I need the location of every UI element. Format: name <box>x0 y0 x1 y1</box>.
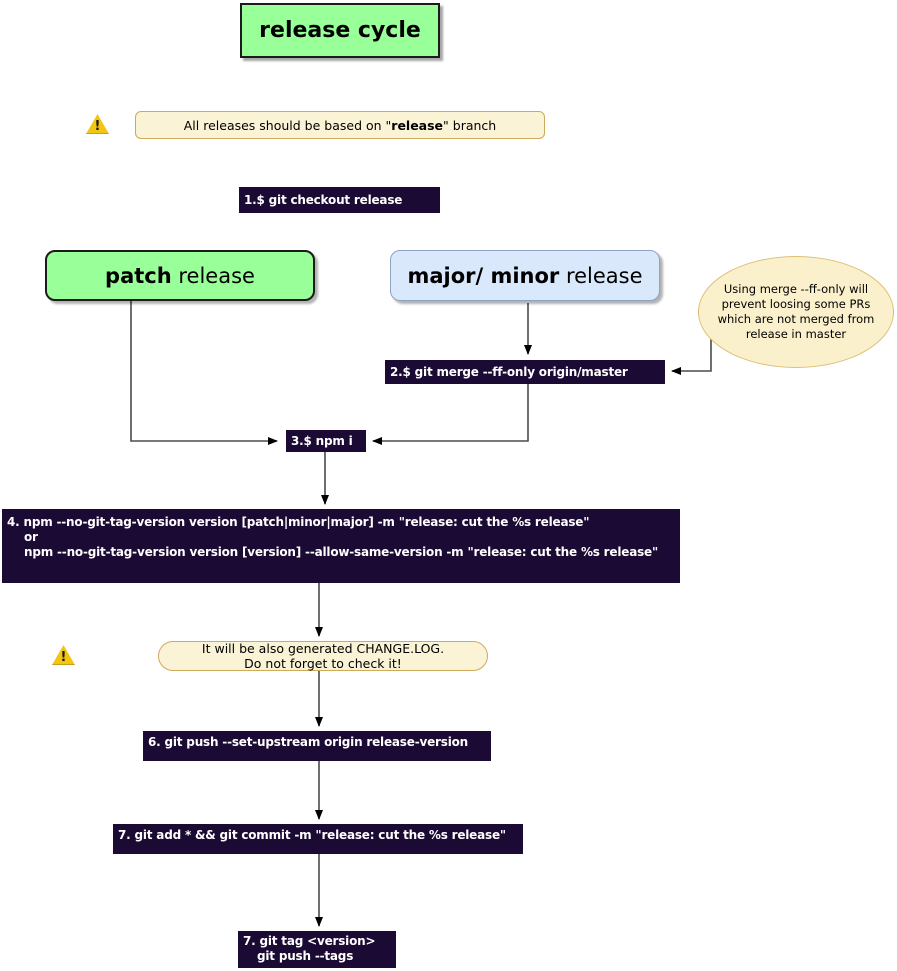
step-npm-label: 3.$ npm i <box>291 433 353 448</box>
warning-exclamation: ! <box>60 650 67 665</box>
warning-icon <box>52 645 75 665</box>
step-npm-install <box>286 430 366 452</box>
step-tag-and-push <box>238 931 396 968</box>
major-bold-label: major/ minor <box>407 263 560 288</box>
step-checkout-release <box>239 187 440 213</box>
step-push-upstream <box>143 731 491 761</box>
step-commit-label: 7. git add * && git commit -m "release: cut the %s release" <box>118 828 506 842</box>
step-push-upstream-label: 6. git push --set-upstream origin release-version <box>148 735 468 749</box>
connector-merge-to-npm <box>373 384 528 441</box>
callout-ff-only <box>698 256 894 368</box>
step-version-line2: or <box>24 530 38 544</box>
warning-exclamation: ! <box>94 119 101 134</box>
step-version-line3: npm --no-git-tag-version version [version] --allow-same-version -m "release: cut the %s release" <box>24 545 659 559</box>
patch-rest-label: release <box>171 263 255 288</box>
step-merge-label: 2.$ git merge --ff-only origin/master <box>390 364 628 379</box>
patch-bold-label: patch <box>105 263 172 288</box>
step-tag-line1: 7. git tag <version> <box>243 934 376 948</box>
step-version-line1: 4. npm --no-git-tag-version version [patch|minor|major] -m "release: cut the %s release" <box>7 515 590 529</box>
note-text-suffix: " branch <box>443 117 497 133</box>
step-commit <box>113 824 523 854</box>
callout-ff-only-text: Using merge --ff-only will prevent loosing some PRs which are not merged from release in master <box>717 282 875 341</box>
step-tag-line2: git push --tags <box>257 949 354 963</box>
branch-patch-release <box>45 250 315 301</box>
step-checkout-label: 1.$ git checkout release <box>244 192 403 207</box>
note-text-bold: release <box>391 117 444 133</box>
note-changelog <box>158 641 488 671</box>
connector-patch-to-npm <box>131 301 277 441</box>
major-rest-label: release <box>559 263 643 288</box>
note-changelog-line2: Do not forget to check it! <box>244 656 402 671</box>
step-merge-ff-only <box>385 360 665 384</box>
page-title: release cycle <box>259 18 421 43</box>
note-text-prefix: All releases should be based on " <box>183 117 392 133</box>
title-node <box>240 3 440 58</box>
note-changelog-line1: It will be also generated CHANGE.LOG. <box>201 641 445 656</box>
note-release-branch <box>135 111 545 139</box>
branch-major-minor-release <box>390 250 660 301</box>
step-npm-version <box>2 509 680 583</box>
warning-icon <box>86 114 109 134</box>
